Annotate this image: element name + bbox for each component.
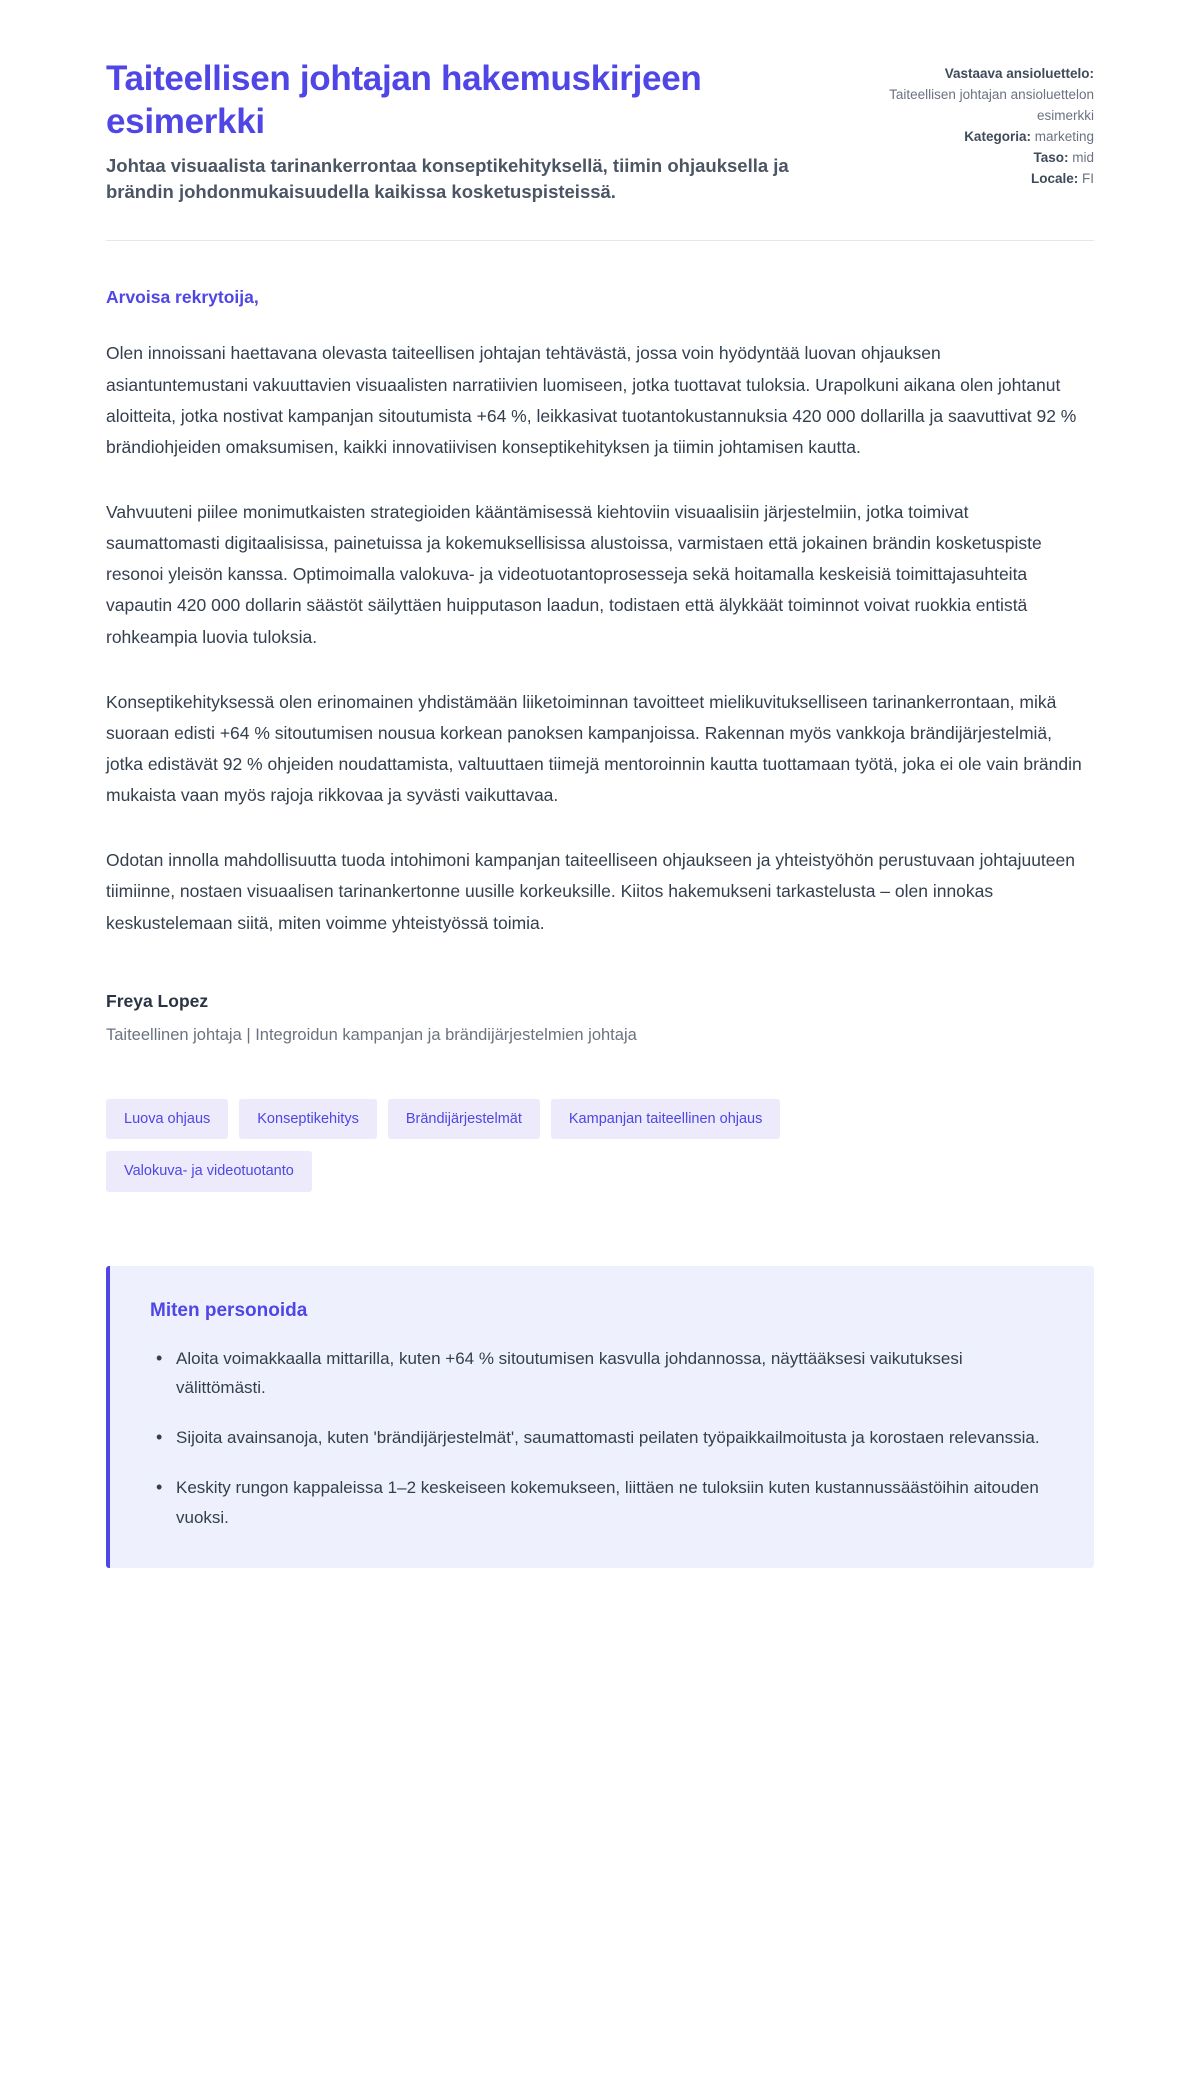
meta-locale — [854, 169, 1094, 190]
letter-paragraph: Konseptikehityksessä olen erinomainen yhdistämään liiketoiminnan tavoitteet mielikuvitukselliseen tarinankerrontaan, mikä suoraan edisti +64 % sitoutumisen nousua korkean panoksen kampanjoissa. Rakennan myös vankkoja brändijärjestelmiä, jotka edistävät 92 % ohjeiden noudattamista, valtuuttaen tiimejä mentoroinnin kautta tuottamaan työtä, joka ei ole vain brändin mukaista vaan myös rajoja rikkovaa ja syvästi vaikuttavaa. — [106, 691, 1082, 806]
skill-tag[interactable]: Konseptikehitys — [239, 1099, 377, 1140]
page-subtitle: Johtaa visuaalista tarinankerrontaa konseptikehityksellä, tiimin ohjauksella ja brändin johdonmukaisuudella kaikissa kosketuspisteissä. — [106, 155, 789, 202]
cover-letter-body — [0, 241, 1200, 938]
skill-tag[interactable]: Brändijärjestelmät — [388, 1099, 540, 1140]
meta-category — [854, 127, 1094, 148]
header-title-block — [106, 58, 806, 204]
callout-title: Miten personoida — [150, 1299, 308, 1321]
meta-level — [854, 148, 1094, 169]
skill-tag[interactable]: Luova ohjaus — [106, 1099, 228, 1140]
meta-related-resume-value: Taiteellisen johtajan ansioluettelon esimerkki — [889, 86, 1094, 123]
letter-paragraph: Olen innoissani haettavana olevasta taiteellisen johtajan tehtävästä, jossa voin hyödyntää luovan ohjauksen asiantuntemustani vakuuttavien visuaalisten narratiivien luomiseen, jotka tuottavat tuloksia. Urapolkuni aikana olen johtanut aloitteita, jotka nostivat kampanjan sitoutumista +64 %, leikkasivat tuotantokustannuksia 420 000 dollarilla ja saavuttivat 92 % brändiohjeiden omaksumisen, kaikki innovatiivisen konseptikehityksen ja tiimin johtamisen kautta. — [106, 343, 1077, 457]
callout-tip-item: • Sijoita avainsanoja, kuten 'brändijärjestelmät', saumattomasti peilaten työpaikkailmoitusta ja korostaen relevanssia. — [176, 1423, 1054, 1453]
meta-related-resume-label: Vastaava ansioluettelo: — [944, 66, 1094, 81]
callout-tip-item: • Keskity rungon kappaleissa 1–2 keskeiseen kokemukseen, liittäen ne tuloksiin kuten kustannussäästöihin aitouden vuoksi. — [176, 1473, 1054, 1533]
signature-role: Taiteellinen johtaja | Integroidun kampanjan ja brändijärjestelmien johtaja — [106, 1025, 637, 1044]
document-header — [0, 0, 1200, 204]
bottom-spacer — [0, 1568, 1200, 1638]
meta-level-label: Taso: — [1033, 149, 1069, 165]
header-meta-block — [854, 58, 1094, 190]
letter-paragraph: Vahvuuteni piilee monimutkaisten strategioiden kääntämisessä kiehtoviin visuaalisiin järjestelmiin, jotka toimivat saumattomasti digitaalisissa, painetuissa ja kokemuksellisissa alustoissa, varmistaen että jokainen brändin kosketuspiste resonoi yleisön kanssa. Optimoimalla valokuva- ja videotuotantoprosesseja sekä hoitamalla keskeisiä toimittajasuhteita vapautin 420 000 dollarin säästöt säilyttäen huipputason laadun, todistaen että älykkäät toiminnot voivat ruokkia entistä rohkeampia luovia tuloksia. — [106, 501, 1042, 647]
callout-tip-list — [150, 1344, 1054, 1533]
skill-tag[interactable]: Valokuva- ja videotuotanto — [106, 1151, 312, 1192]
letter-paragraph: Odotan innolla mahdollisuutta tuoda intohimoni kampanjan taiteelliseen ohjaukseen ja yhteistyöhön perustuvaan johtajuuteen tiimiinne, nostaen visuaalisen tarinankertonne uusille korkeuksille. Kiitos hakemukseni tarkastelusta – olen innokas keskustelemaan siitä, miten voimme yhteistyössä toimia. — [106, 850, 1075, 933]
meta-level-value: mid — [1072, 149, 1094, 165]
letter-signature — [0, 939, 1200, 1045]
page-title: Taiteellisen johtajan hakemuskirjeen esimerkki — [106, 59, 702, 141]
skill-tag-list — [0, 1045, 1050, 1192]
meta-related-resume — [854, 64, 1094, 127]
callout-tip-item: • Aloita voimakkaalla mittarilla, kuten +64 % sitoutumisen kasvulla johdannossa, näyttääksesi vaikutuksesi välittömästi. — [176, 1344, 1054, 1404]
personalization-callout — [106, 1266, 1094, 1569]
meta-locale-value: FI — [1082, 170, 1094, 186]
signature-name: Freya Lopez — [106, 990, 209, 1011]
meta-locale-label: Locale: — [1030, 170, 1079, 186]
letter-salutation: Arvoisa rekrytoija, — [106, 287, 259, 308]
meta-category-value: marketing — [1034, 128, 1094, 144]
skill-tag[interactable]: Kampanjan taiteellinen ohjaus — [551, 1099, 780, 1140]
meta-category-label: Kategoria: — [964, 128, 1031, 144]
